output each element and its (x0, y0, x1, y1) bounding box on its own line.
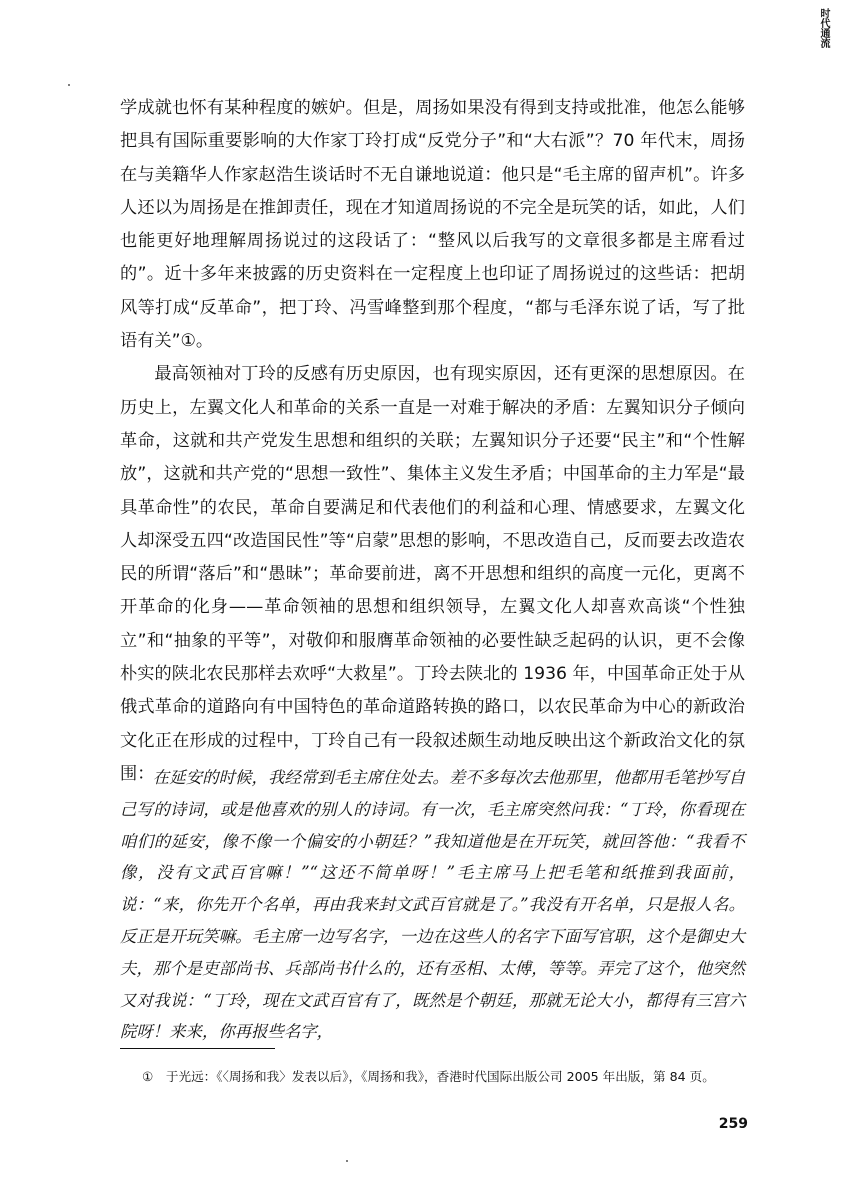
block-quote (120, 762, 745, 1048)
scan-speck (68, 84, 70, 86)
paragraph: 学成就也怀有某种程度的嫉妒。但是，周扬如果没有得到支持或批准，他怎么能够把具有国际重要影响的大作家丁玲打成“反党分子”和“大右派”？70 年代末，周扬在与美籍华人作家赵浩生谈话时不无自谦地说道：他只是“毛主席的留声机”。许多人还以为周扬是在推卸责任，现在才知道周扬说的不完全是玩笑的话，如此，人们也能更好地理解周扬说过的这段话了：“整风以后我写的文章很多都是主席看过的”。近十多年来披露的历史资料在一定程度上也印证了周扬说过的这些话：把胡风等打成“反革命”，把丁玲、冯雪峰整到那个程度，“都与毛泽东说了话，写了批语有关”①。 (120, 98, 745, 352)
footnote-divider (120, 1048, 275, 1049)
footnote: ① 于光远：《〈周扬和我〉发表以后》，《周扬和我》，香港时代国际出版公司 2005 年出版，第 84 页。 (142, 1069, 715, 1084)
scan-speck (346, 1160, 348, 1162)
body-text (120, 92, 745, 791)
section-tag: 时代通流 (818, 8, 829, 48)
paragraph: 最高领袖对丁玲的反感有历史原因，也有现实原因，还有更深的思想原因。在历史上，左翼文化人和革命的关系一直是一对难于解决的矛盾：左翼知识分子倾向革命，这就和共产党发生思想和组织的关联；左翼知识分子还要“民主”和“个性解放”，这就和共产党的“思想一致性”、集体主义发生矛盾；中国革命的主力军是“最具革命性”的农民，革命自要满足和代表他们的利益和心理、情感要求，左翼文化人却深受五四“改造国民性”等“启蒙”思想的影响，不思改造自己，反而要去改造农民的所谓“落后”和“愚昧”；革命要前进，离不开思想和组织的高度一元化，更离不开革命的化身——革命领袖的思想和组织领导，左翼文化人却喜欢高谈“个性独立”和“抽象的平等”，对敬仰和服膺革命领袖的必要性缺乏起码的认识，更不会像朴实的陕北农民那样去欢呼“大救星”。丁玲去陕北的 1936 年，中国革命正处于从俄式革命的道路向有中国特色的革命道路转换的路口，以农民革命为中心的新政治文化正在形成的过程中，丁玲自己有一段叙述颇生动地反映出这个新政治文化的氛围： (120, 364, 745, 784)
page-number: 259 (718, 1116, 748, 1132)
quote-text: 在延安的时候，我经常到毛主席住处去。差不多每次去他那里，他都用毛笔抄写自己写的诗词，或是他喜欢的别人的诗词。有一次，毛主席突然问我：“丁玲，你看现在咱们的延安，像不像一个偏安的小朝廷？”我知道他是在开玩笑，就回答他：“我看不像，没有文武百官嘛！”“这还不简单呀！”毛主席马上把毛笔和纸推到我面前，说：“来，你先开个名单，再由我来封文武百官就是了。”我没有开名单，只是报人名。反正是开玩笑嘛。毛主席一边写名字，一边在这些人的名字下面写官职，这个是御史大夫，那个是吏部尚书、兵部尚书什么的，还有丞相、太傅，等等。弄完了这个，他突然又对我说：“丁玲，现在文武百官有了，既然是个朝廷，那就无论大小，都得有三宫六院呀！来来，你再报些名字， (120, 768, 745, 1042)
